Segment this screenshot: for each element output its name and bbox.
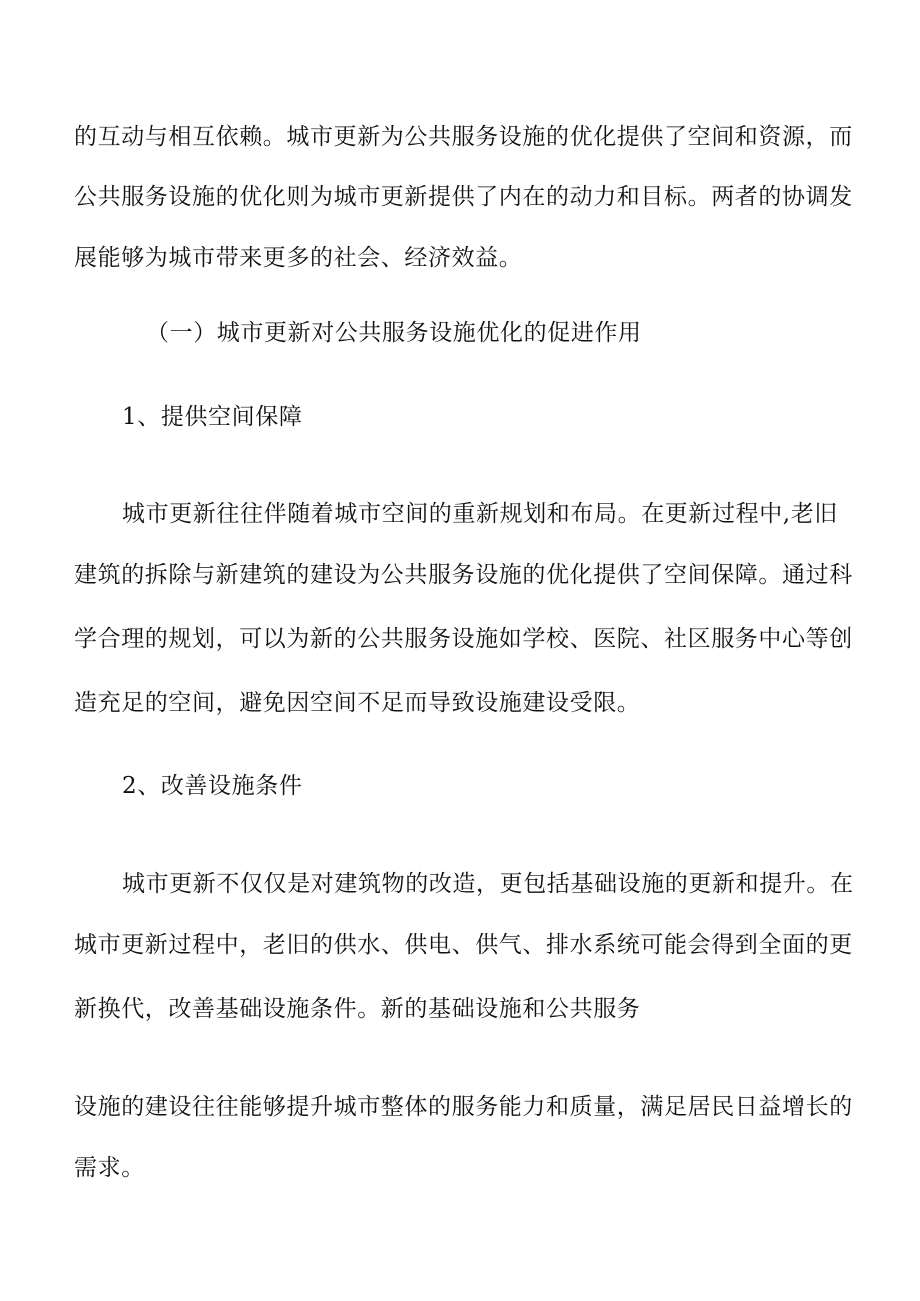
paragraph-line: 学合理的规划，可以为新的公共服务设施如学校、医院、社区服务中心等创 xyxy=(74,626,853,652)
paragraph-line: 城市更新往往伴随着城市空间的重新规划和布局。在更新过程中,老旧 xyxy=(122,501,838,527)
paragraph-line: 设施的建设往往能够提升城市整体的服务能力和质量，满足居民日益增长的 xyxy=(74,1094,853,1120)
section-heading: （一）城市更新对公共服务设施优化的促进作用 xyxy=(146,320,642,346)
paragraph-line: 造充足的空间，避免因空间不足而导致设施建设受限。 xyxy=(74,690,641,716)
paragraph-line: 城市更新过程中，老旧的供水、供电、供气、排水系统可能会得到全面的更 xyxy=(74,932,853,958)
paragraph-line: 新换代，改善基础设施条件。新的基础设施和公共服务 xyxy=(74,996,641,1022)
subheading: 2、改善设施条件 xyxy=(122,773,303,799)
paragraph-line: 公共服务设施的优化则为城市更新提供了内在的动力和目标。两者的协调发 xyxy=(74,184,853,210)
paragraph-line: 需求。 xyxy=(74,1155,145,1181)
paragraph-line: 城市更新不仅仅是对建筑物的改造，更包括基础设施的更新和提升。在 xyxy=(122,871,854,897)
subheading: 1、提供空间保障 xyxy=(122,404,303,430)
paragraph-line: 建筑的拆除与新建筑的建设为公共服务设施的优化提供了空间保障。通过科 xyxy=(74,562,853,588)
paragraph-line: 展能够为城市带来更多的社会、经济效益。 xyxy=(74,245,523,271)
paragraph-line: 的互动与相互依赖。城市更新为公共服务设施的优化提供了空间和资源，而 xyxy=(74,124,853,150)
